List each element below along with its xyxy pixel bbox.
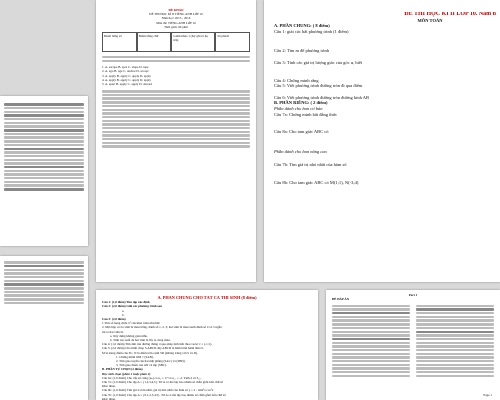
question-4: Câu 4: Chứng minh rằng	[274, 77, 319, 83]
section-b-title: B. PHẦN TỰ CHỌN (2 điểm)	[102, 367, 143, 372]
exam-brand: ĐỀ KHẢO	[168, 8, 184, 12]
part-label: Part 1	[408, 293, 418, 297]
top-center-page	[96, 0, 256, 282]
bottom-right-page	[326, 290, 500, 400]
question-3: Câu 3: Tính các giá trị lượng giác của góc α, biết	[274, 59, 363, 65]
question-8b: Câu 8b: Cho tam giác ABC có M(1;1), N(-3;4)	[274, 179, 359, 185]
section-a-title: A. PHẦN CHUNG CHO TẤT CẢ THÍ SINH (8 điểm)	[157, 296, 257, 300]
math-exam-title: ĐỀ THI HỌC KÌ II LỚP 10. Năm h	[404, 12, 496, 17]
bottom-center-page: A. PHẦN CHUNG CHO TẤT CẢ THÍ SINH (8 điểm) Câu 1: (1,0 điểm) Tìm tập xác định Câu 2: (2,0 điểm) Giải các phương trình sau a. b. Câu 3: (2,0 điểm) 1.Tìm số hạng chứa x³ của khai triển nhị thức 2. Một hộp có ba viên bi màu trắng, đánh số 1, 2, 3; hai viên bi màu xanh đánh số 4 và 5 ngẫu rút ra hai viên bi. a. Xây dựng không gian mẫu. b. Tính xác suất để hai viên bi lấy ra cùng màu. Câu 4: (1,0 điểm) Tìm ảnh của đường thẳng d qua phép tịnh tiến theo vectơ v = (-1;1). Câu 5: (2,0 điểm) Cho hình chóp S.ABCD đáy ABCD là hình bình hành tâm O. M là trung điểm của SC, N là điểm trên cạnh SD (không trùng với S và D). 1. Chứng minh OM // (SAB). 2. Tìm giao tuyến của hai mặt phẳng (SAC) và (SBD). 3. Tìm giao điểm của AN và mp (SBC). B. PHẦN TỰ CHỌN (2 điểm) Học sinh chọn (phần 1 hoặc phần 2) Câu 6a: (1,0 điểm) Cho cấp số cộng (uₙ) có u₅ = 17 và u₁₁ = -2. Tính d và S₂₀. Câu 7a: (1,0 điểm) Cho tập A = {1,2,3,4,5}. Từ A có thể lập bao nhiêu số chẵn gồm bốn chữ số khác nhau. Câu 6b: (1,0 điểm) Tìm giá trị lớn nhất, giá trị nhỏ nhất của hàm số y = 2 - 4sin²x cos²x Câu 7b: (1,0 điểm) Cho tập A = {0,1,2,3,4,5}. Từ A có thể lập bao nhiêu số chẵn gồm bốn chữ số khác nhau.	[96, 290, 318, 400]
page-number: Page 1	[483, 392, 492, 397]
bc-question-6a: Câu 6a: (1,0 điểm) Cho cấp số cộng (uₙ) có u₅ = 17 và u₁₁ = -2. Tính d và S₂₀.	[102, 375, 202, 380]
section-b-heading: B. PHẦN RIÊNG: ( 2 điểm)	[274, 100, 328, 106]
advanced-track-label: Phần dành cho ban nâng cao	[274, 148, 327, 154]
question-7a: Câu 7a: Chứng minh bất đẳng thức	[274, 111, 338, 117]
bc-question-3: Câu 3: (2,0 điểm)	[102, 317, 126, 322]
section-a-heading: A. PHẦN CHUNG: ( 8 điểm)	[274, 23, 330, 29]
right-math-page	[264, 0, 500, 282]
question-7b: Câu 7b: Tìm giá trị nhỏ nhất của hàm số	[274, 162, 347, 168]
score-table: Điểm bằng số Điểm bằng chữ Giám khảo 1 (Ký ghi rõ họ tên) Số phách	[102, 32, 250, 52]
question-5: Câu 5: Viết phương trình đường tròn đi qua điểm	[274, 83, 363, 89]
basic-track-label: Phần dành cho ban cơ bản	[274, 105, 323, 111]
exam-header: ĐỀ THI HỌC KÌ II TIẾNG ANH LỚP 10 Năm học: 2015 - 2016 Môn thi: TIẾNG ANH LỚP 10 Thời gian: 60 phút	[149, 12, 203, 29]
bc-question-2: Câu 2: (2,0 điểm) Giải các phương trình sau	[102, 304, 162, 309]
left-document-page	[0, 96, 88, 246]
question-6: Câu 6: Viết phương trình đường tròn đường kính AB	[274, 94, 369, 100]
bc-question-7a: Câu 7a: (1,0 điểm) Cho tập A = {1,2,3,4,5}. Từ A có thể lập bao nhiêu số chẵn gồm bốn chữ số	[102, 380, 224, 385]
question-8a: Câu 8a: Cho tam giác ABC có	[274, 129, 329, 135]
answer-heading: ĐỀ ĐÁP ÁN	[332, 297, 349, 302]
bc-question-4: Câu 4: (1,0 điểm) Tìm ảnh của đường thẳng d qua phép tịnh tiến theo vectơ v = (-1;1).	[102, 342, 213, 347]
bc-question-1: Câu 1: (1,0 điểm) Tìm tập xác định	[102, 300, 150, 305]
question-1: Câu 1: giải các bất phương trình (1 điểm)	[274, 28, 349, 34]
word-column-left	[332, 303, 410, 378]
multiple-choice-list: 1. A. escape B. spot C. slope D. tape 2. A. ago B. age C. anchor D. accept 3. A. apply B. apply C. apply D. apply 4. A. apply B. apply C. apply D. apply 5. A. apart B. apply C. apply D. abroad	[102, 65, 152, 86]
bc-question-7b: Câu 7b: (1,0 điểm) Cho tập A = {0,1,2,3,4,5}. Từ A có thể lập bao nhiêu số chẵn gồm bốn chữ số	[102, 392, 226, 397]
bc-question-5: Câu 5: (2,0 điểm) Cho hình chóp S.ABCD đáy ABCD là hình bình hành tâm O.	[102, 346, 204, 351]
left-lower-page	[0, 256, 88, 400]
math-exam-subject: MÔN TOÁN	[417, 17, 443, 23]
question-2: Câu 2: Tìm m để phương trình	[274, 48, 329, 54]
bc-question-6b: Câu 6b: (1,0 điểm) Tìm giá trị lớn nhất, giá trị nhỏ nhất của hàm số y = 2 - 4sin²x cos²x	[102, 388, 214, 393]
word-column-right	[416, 303, 494, 378]
